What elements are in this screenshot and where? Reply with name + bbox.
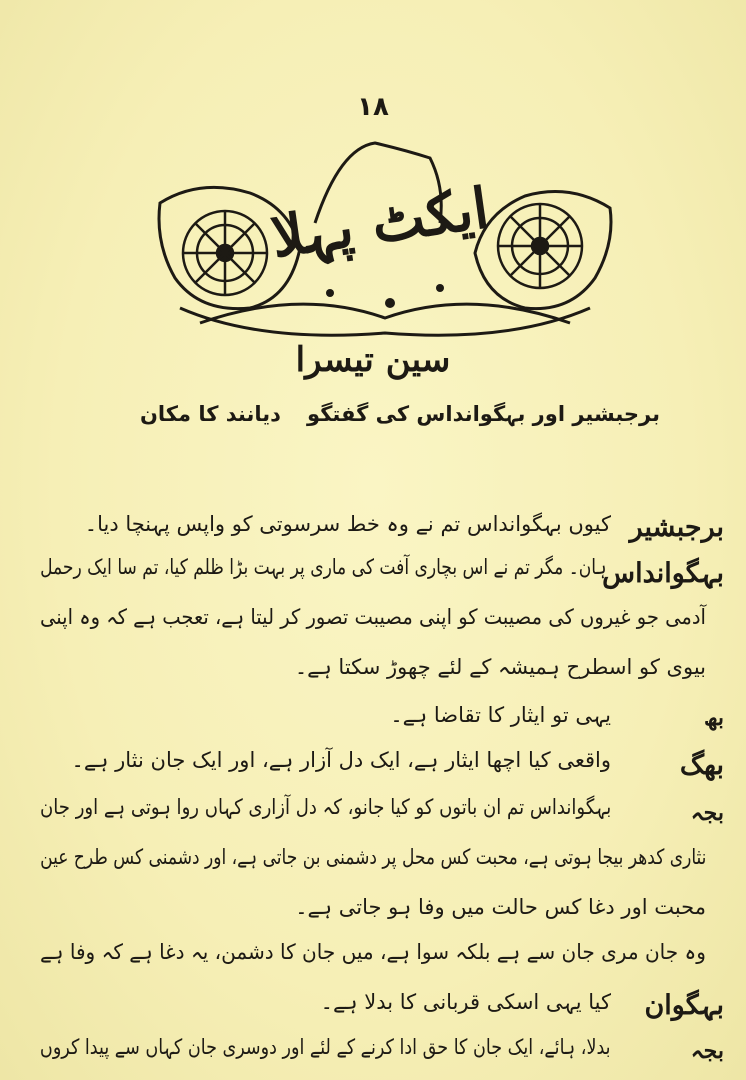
setting-characters: برجبشیر اور بہگوانداس کی گفتگو [307, 402, 660, 426]
speaker-name: بجہ [690, 1038, 724, 1064]
dialogue-line: ہان۔ مگر تم نے اس بچاری آفت کی ماری پر بہت بڑا ظلم کیا، تم سا ایک رحمل [39, 555, 606, 579]
speaker-name: بھ [703, 705, 724, 731]
speaker-name: بجہ [690, 800, 724, 826]
speaker-name: بھگ [679, 750, 724, 781]
dialogue-line: کیا یہی اسکی قربانی کا بدلا ہے۔ [320, 990, 611, 1014]
page-number: ۱۸ [357, 92, 389, 122]
dialogue-line: نثاری کدھر بیجا ہوتی ہے، محبت کس محل پر دشمنی بن جاتی ہے، اور دشمنی کس طرح عین [39, 845, 706, 869]
dialogue-line: یہی تو ایثار کا تقاضا ہے۔ [390, 703, 611, 727]
speaker-name: برجبشیر [629, 512, 724, 543]
dialogue-line: محبت اور دغا کس حالت میں وفا ہو جاتی ہے۔ [295, 895, 706, 919]
setting-location: دیانند کا مکان [140, 402, 281, 426]
dialogue-line: آدمی جو غیروں کی مصیبت کو اپنی مصیبت تصور کر لیتا ہے، تعجب ہے کہ وہ اپنی [40, 605, 706, 629]
dialogue-line: واقعی کیا اچھا ایثار ہے، ایک دل آزار ہے، اور ایک جان نثار ہے۔ [71, 748, 611, 772]
dialogue-line: بہگوانداس تم ان باتوں کو کیا جانو، کہ دل آزاری کہاں روا ہوتی ہے اور جان [39, 795, 611, 819]
dialogue-line: کیوں بہگوانداس تم نے وہ خط سرسوتی کو واپس پہنچا دیا۔ [84, 512, 611, 536]
act-title: ایکٹ پہلا [267, 175, 493, 271]
dialogue-line: بدلا، ہائے، ایک جان کا حق ادا کرنے کے لئے اور دوسری جان کہاں سے پیدا کروں [40, 1035, 611, 1059]
dialogue-line: بیوی کو اسطرح ہمیشہ کے لئے چھوڑ سکتا ہے۔ [294, 655, 706, 679]
verse-line: وہ جان مری جان سے ہے بلکہ سوا ہے، میں جان کا دشمن، یہ دغا ہے کہ وفا ہے [40, 940, 706, 964]
speaker-name: بہگوان [644, 990, 724, 1021]
speaker-name: بہگوانداس [602, 558, 724, 589]
scene-title: سین تیسرا [295, 340, 451, 380]
